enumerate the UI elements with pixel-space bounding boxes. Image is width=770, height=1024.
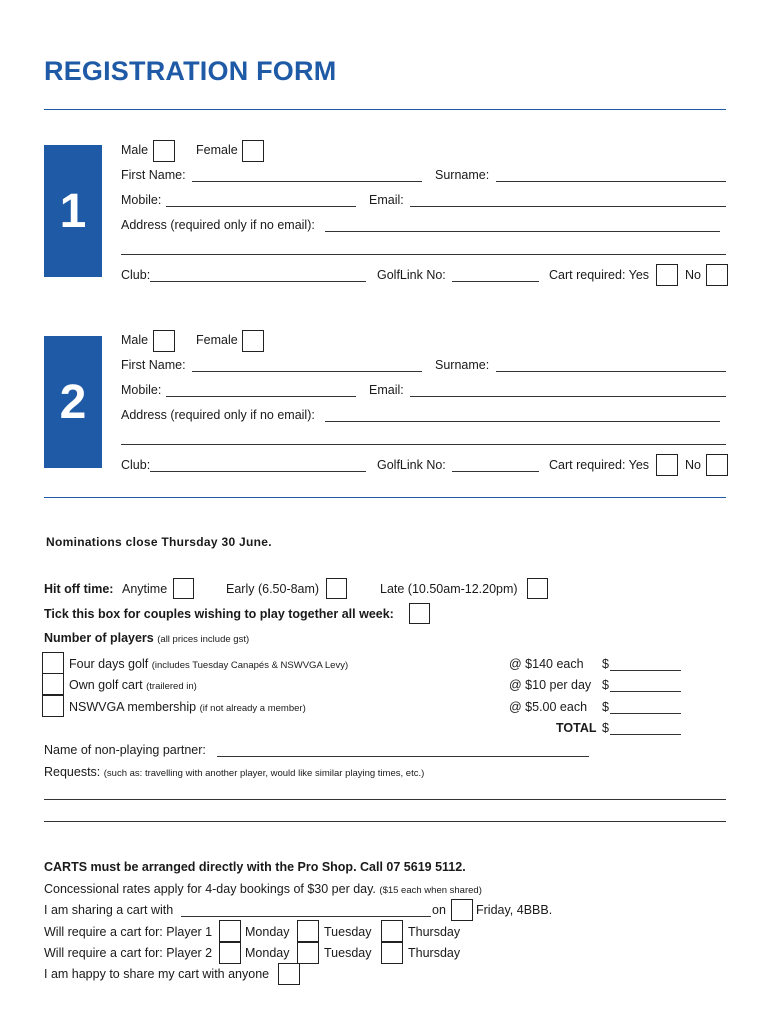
address-label: Address (required only if no email):: [121, 408, 315, 422]
golflink-label: GolfLink No:: [377, 268, 446, 282]
email-label: Email:: [369, 193, 404, 207]
sharing-label: I am sharing a cart with: [44, 903, 174, 917]
email-label: Email:: [369, 383, 404, 397]
player-2-female-checkbox[interactable]: [242, 330, 264, 352]
on-label: on: [432, 903, 446, 917]
hit-off-label: Hit off time:: [44, 582, 114, 596]
nswvga-membership-checkbox[interactable]: [42, 695, 64, 717]
early-checkbox[interactable]: [326, 578, 347, 599]
first-name-label: First Name:: [121, 358, 186, 372]
player-2-number-block: [44, 336, 102, 468]
four-days-golf-text: Four days golf: [69, 657, 149, 671]
nominations-close-text: Nominations close Thursday 30 June.: [46, 535, 272, 549]
player-2-golflink-field[interactable]: [452, 471, 539, 472]
player-1-email-field[interactable]: [410, 206, 726, 207]
player-2-email-field[interactable]: [410, 396, 726, 397]
mobile-label: Mobile:: [121, 193, 162, 207]
own-golf-cart-note: (trailered in): [146, 681, 197, 692]
four-days-golf-label: [69, 657, 348, 671]
nswvga-membership-label: [69, 700, 306, 714]
carts-heading: CARTS must be arranged directly with the Pro Shop. Call 07 5619 5112.: [44, 860, 466, 874]
late-checkbox[interactable]: [527, 578, 548, 599]
player-1-number-block: [44, 145, 102, 277]
section-divider: [44, 497, 726, 498]
partner-name-field[interactable]: [217, 756, 589, 757]
own-golf-cart-amount-field[interactable]: [610, 691, 681, 692]
player-1-male-checkbox[interactable]: [153, 140, 175, 162]
player-1-club-field[interactable]: [150, 281, 366, 282]
female-label: Female: [196, 333, 238, 347]
cart-required-label: Cart required: Yes: [549, 458, 650, 472]
player-2-address-field[interactable]: [325, 421, 720, 422]
total-dollar-sign: $: [602, 721, 609, 735]
tuesday-label: Tuesday: [324, 946, 372, 960]
player-1-cart-yes-checkbox[interactable]: [656, 264, 678, 286]
couples-checkbox[interactable]: [409, 603, 430, 624]
player1-cart-label: Will require a cart for: Player 1: [44, 925, 213, 939]
late-label: Late (10.50am-12.20pm): [380, 582, 518, 596]
requests-heading: [44, 765, 424, 779]
female-label: Female: [196, 143, 238, 157]
own-golf-cart-text: Own golf cart: [69, 678, 143, 692]
title-divider: [44, 109, 726, 110]
player1-tuesday-checkbox[interactable]: [297, 920, 319, 942]
dollar-sign: $: [602, 657, 609, 671]
mobile-label: Mobile:: [121, 383, 162, 397]
monday-label: Monday: [245, 925, 290, 939]
anytime-checkbox[interactable]: [173, 578, 194, 599]
player-1-cart-no-checkbox[interactable]: [706, 264, 728, 286]
player-1-address-field[interactable]: [325, 231, 720, 232]
player-2-surname-field[interactable]: [496, 371, 726, 372]
player-2-first-name-field[interactable]: [192, 371, 422, 372]
player-2-club-field[interactable]: [150, 471, 366, 472]
requests-field-line-2[interactable]: [44, 821, 726, 822]
dollar-sign: $: [602, 700, 609, 714]
four-days-golf-note: (includes Tuesday Canapés & NSWVGA Levy): [151, 660, 349, 671]
player-1-first-name-field[interactable]: [192, 181, 422, 182]
cart-required-label: Cart required: Yes: [549, 268, 650, 282]
player-1-mobile-field[interactable]: [166, 206, 356, 207]
requests-field-line-1[interactable]: [44, 799, 726, 800]
surname-label: Surname:: [435, 358, 490, 372]
male-label: Male: [121, 333, 149, 347]
friday-4bbb-checkbox[interactable]: [451, 899, 473, 921]
address-label: Address (required only if no email):: [121, 218, 315, 232]
nswvga-membership-note: (if not already a member): [199, 703, 306, 714]
player-2-cart-no-checkbox[interactable]: [706, 454, 728, 476]
tuesday-label: Tuesday: [324, 925, 372, 939]
player-2-number: 2: [59, 375, 87, 429]
cart-no-label: No: [685, 458, 701, 472]
friday-label: Friday, 4BBB.: [476, 903, 553, 917]
four-days-golf-checkbox[interactable]: [42, 652, 64, 674]
golflink-label: GolfLink No:: [377, 458, 446, 472]
four-days-golf-amount-field[interactable]: [610, 670, 681, 671]
own-golf-cart-price: @ $10 per day: [509, 678, 592, 692]
player-2-mobile-field[interactable]: [166, 396, 356, 397]
sharing-name-field[interactable]: [181, 916, 431, 917]
gst-note: (all prices include gst): [157, 634, 250, 645]
share-cart-checkbox[interactable]: [278, 963, 300, 985]
thursday-label: Thursday: [408, 925, 461, 939]
player-1-number: 1: [59, 184, 87, 238]
player-1-female-checkbox[interactable]: [242, 140, 264, 162]
concession-text: [44, 882, 482, 896]
player2-cart-label: Will require a cart for: Player 2: [44, 946, 213, 960]
nswvga-membership-price: @ $5.00 each: [509, 700, 588, 714]
four-days-golf-price: @ $140 each: [509, 657, 584, 671]
early-label: Early (6.50-8am): [226, 582, 320, 596]
anytime-label: Anytime: [122, 582, 168, 596]
dollar-sign: $: [602, 678, 609, 692]
player1-thursday-checkbox[interactable]: [381, 920, 403, 942]
own-golf-cart-label: [69, 678, 197, 692]
club-label: Club:: [121, 458, 151, 472]
concession-note: ($15 each when shared): [379, 885, 482, 896]
player2-tuesday-checkbox[interactable]: [297, 942, 319, 964]
cart-no-label: No: [685, 268, 701, 282]
player-1-golflink-field[interactable]: [452, 281, 539, 282]
number-of-players-label: Number of players: [44, 631, 154, 645]
player-2-address-field-2[interactable]: [121, 444, 726, 445]
own-golf-cart-checkbox[interactable]: [42, 673, 64, 695]
total-amount-field[interactable]: [610, 734, 681, 735]
surname-label: Surname:: [435, 168, 490, 182]
player-1-surname-field[interactable]: [496, 181, 726, 182]
nswvga-membership-text: NSWVGA membership: [69, 700, 197, 714]
player-2-cart-yes-checkbox[interactable]: [656, 454, 678, 476]
number-of-players-heading: [44, 631, 249, 645]
first-name-label: First Name:: [121, 168, 186, 182]
male-label: Male: [121, 143, 149, 157]
page-title: REGISTRATION FORM: [44, 56, 337, 86]
nswvga-membership-amount-field[interactable]: [610, 713, 681, 714]
requests-note: (such as: travelling with another player, would like similar playing times, etc.): [103, 768, 425, 779]
total-label: TOTAL: [556, 721, 597, 735]
player-1-address-field-2[interactable]: [121, 254, 726, 255]
concession-label: Concessional rates apply for 4-day bookings of $30 per day.: [44, 882, 376, 896]
monday-label: Monday: [245, 946, 290, 960]
share-cart-label: I am happy to share my cart with anyone: [44, 967, 270, 981]
thursday-label: Thursday: [408, 946, 461, 960]
player1-monday-checkbox[interactable]: [219, 920, 241, 942]
couples-label: Tick this box for couples wishing to play together all week:: [44, 607, 394, 621]
player2-thursday-checkbox[interactable]: [381, 942, 403, 964]
partner-label: Name of non-playing partner:: [44, 743, 206, 757]
player-2-male-checkbox[interactable]: [153, 330, 175, 352]
club-label: Club:: [121, 268, 151, 282]
player2-monday-checkbox[interactable]: [219, 942, 241, 964]
requests-label: Requests:: [44, 765, 101, 779]
